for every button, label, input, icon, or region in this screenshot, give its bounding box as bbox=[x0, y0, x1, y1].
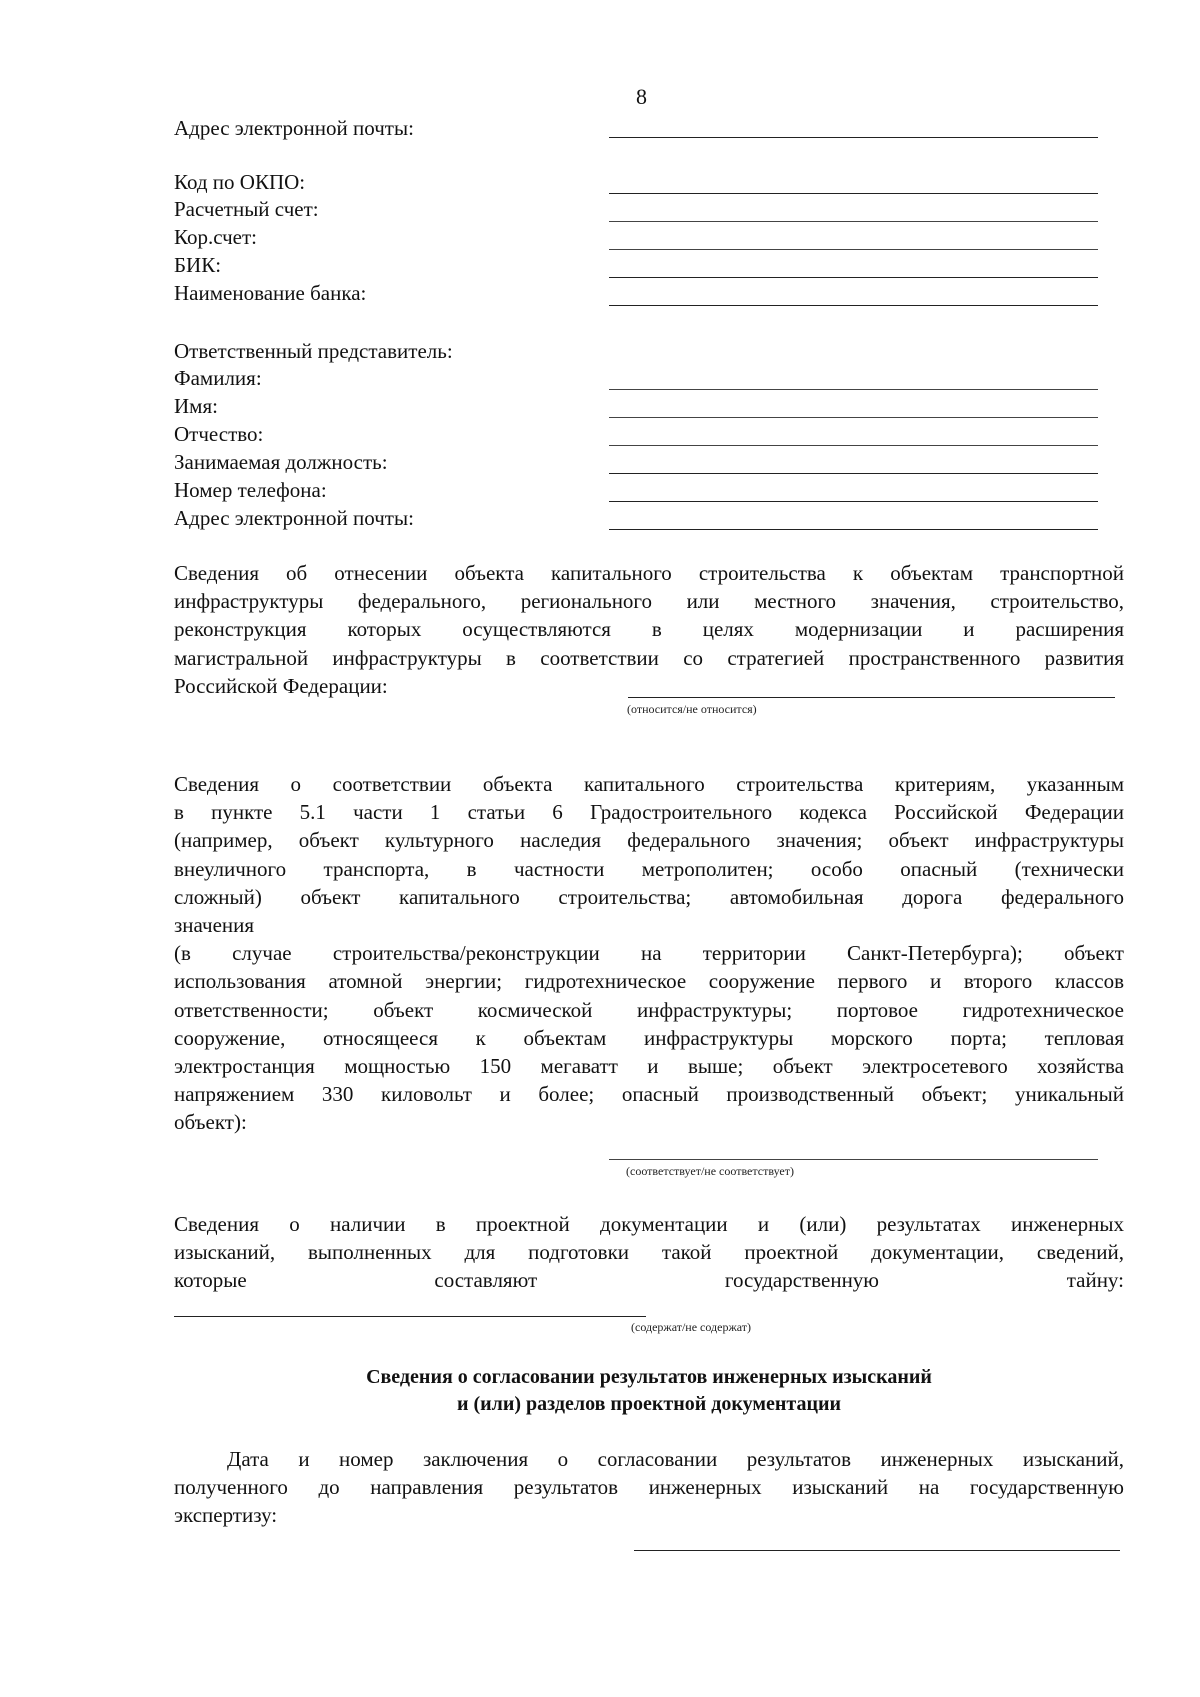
secret-hint: (содержат/не содержат) bbox=[631, 1320, 751, 1334]
bank-field[interactable] bbox=[609, 305, 1098, 306]
criteria-paragraph bbox=[174, 770, 1124, 1136]
name-field[interactable] bbox=[609, 417, 1098, 418]
text-line: изысканий, выполненных для подготовки такой проектной документации, сведений, bbox=[174, 1240, 1124, 1265]
name-label: Имя: bbox=[174, 394, 218, 418]
patronymic-label: Отчество: bbox=[174, 422, 264, 446]
email-field[interactable] bbox=[609, 137, 1098, 138]
text-line: полученного до направления результатов инженерных изысканий на государственную bbox=[174, 1475, 1124, 1500]
text-line: экспертизу: bbox=[174, 1503, 278, 1528]
criteria-hint: (соответствует/не соответствует) bbox=[626, 1164, 794, 1178]
email-label: Адрес электронной почты: bbox=[174, 116, 414, 140]
section-heading-line1: Сведения о согласовании результатов инженерных изысканий bbox=[366, 1366, 932, 1388]
text-line: (в случае строительства/реконструкции на территории Санкт-Петербурга); объект bbox=[174, 941, 1124, 966]
text-line: объект): bbox=[174, 1110, 247, 1135]
bik-field[interactable] bbox=[609, 277, 1098, 278]
surname-label: Фамилия: bbox=[174, 366, 262, 390]
text-line: Сведения о соответствии объекта капитального строительства критериям, указанным bbox=[174, 772, 1124, 796]
surname-field[interactable] bbox=[609, 389, 1098, 390]
account-label: Расчетный счет: bbox=[174, 197, 319, 221]
transport-hint: (относится/не относится) bbox=[627, 702, 757, 716]
text-line: ответственности; объект космической инфраструктуры; портовое гидротехническое bbox=[174, 997, 1124, 1022]
bank-label: Наименование банка: bbox=[174, 281, 367, 305]
position-label: Занимаемая должность: bbox=[174, 450, 388, 474]
text-line: значения bbox=[174, 912, 255, 937]
criteria-answer-field[interactable] bbox=[609, 1159, 1098, 1160]
text-line: внеуличного транспорта, в частности метрополитен; особо опасный (технически bbox=[174, 856, 1124, 881]
text-line: Сведения об отнесении объекта капитального строительства к объектам транспортной bbox=[174, 561, 1124, 585]
text-line: использования атомной энергии; гидротехническое сооружение первого и второго классов bbox=[174, 969, 1124, 994]
text-line: которые составляют государственную тайну: bbox=[174, 1268, 1124, 1293]
phone-field[interactable] bbox=[609, 501, 1098, 502]
rep-email-label: Адрес электронной почты: bbox=[174, 506, 414, 530]
rep-email-field[interactable] bbox=[609, 529, 1098, 530]
okpo-field[interactable] bbox=[609, 193, 1098, 194]
corr-account-label: Кор.счет: bbox=[174, 225, 258, 249]
secret-answer-field[interactable] bbox=[174, 1316, 646, 1317]
text-line: напряжением 330 киловольт и более; опасный производственный объект; уникальный bbox=[174, 1082, 1124, 1107]
okpo-label: Код по ОКПО: bbox=[174, 170, 306, 194]
text-line: в пункте 5.1 части 1 статьи 6 Градостроительного кодекса Российской Федерации bbox=[174, 800, 1124, 825]
text-line: Дата и номер заключения о согласовании результатов инженерных изысканий, bbox=[227, 1447, 1124, 1471]
text-line: (например, объект культурного наследия федерального значения; объект инфраструктуры bbox=[174, 828, 1124, 853]
approval-answer-field[interactable] bbox=[634, 1550, 1120, 1551]
account-field[interactable] bbox=[609, 221, 1098, 222]
text-line: магистральной инфраструктуры в соответствии со стратегией пространственного развития bbox=[174, 645, 1124, 670]
text-line: Российской Федерации: bbox=[174, 673, 388, 698]
text-line: сложный) объект капитального строительства; автомобильная дорога федерального bbox=[174, 884, 1124, 909]
representative-title: Ответственный представитель: bbox=[174, 339, 453, 363]
bik-label: БИК: bbox=[174, 253, 222, 277]
corr-account-field[interactable] bbox=[609, 249, 1098, 250]
text-line: Сведения о наличии в проектной документации и (или) результатах инженерных bbox=[174, 1212, 1124, 1236]
transport-paragraph bbox=[174, 559, 1124, 700]
transport-answer-field[interactable] bbox=[628, 697, 1115, 698]
approval-paragraph bbox=[174, 1445, 1124, 1530]
patronymic-field[interactable] bbox=[609, 445, 1098, 446]
section-heading-line2: и (или) разделов проектной документации bbox=[456, 1393, 842, 1415]
text-line: электростанция мощностью 150 мегаватт и выше; объект электросетевого хозяйства bbox=[174, 1053, 1124, 1078]
text-line: сооружение, относящееся к объектам инфраструктуры морского порта; тепловая bbox=[174, 1025, 1124, 1050]
phone-label: Номер телефона: bbox=[174, 478, 327, 502]
text-line: реконструкция которых осуществляются в целях модернизации и расширения bbox=[174, 617, 1124, 642]
page-number: 8 bbox=[636, 84, 647, 109]
secret-paragraph bbox=[174, 1210, 1124, 1295]
text-line: инфраструктуры федерального, регионального или местного значения, строительство, bbox=[174, 589, 1124, 614]
position-field[interactable] bbox=[609, 473, 1098, 474]
